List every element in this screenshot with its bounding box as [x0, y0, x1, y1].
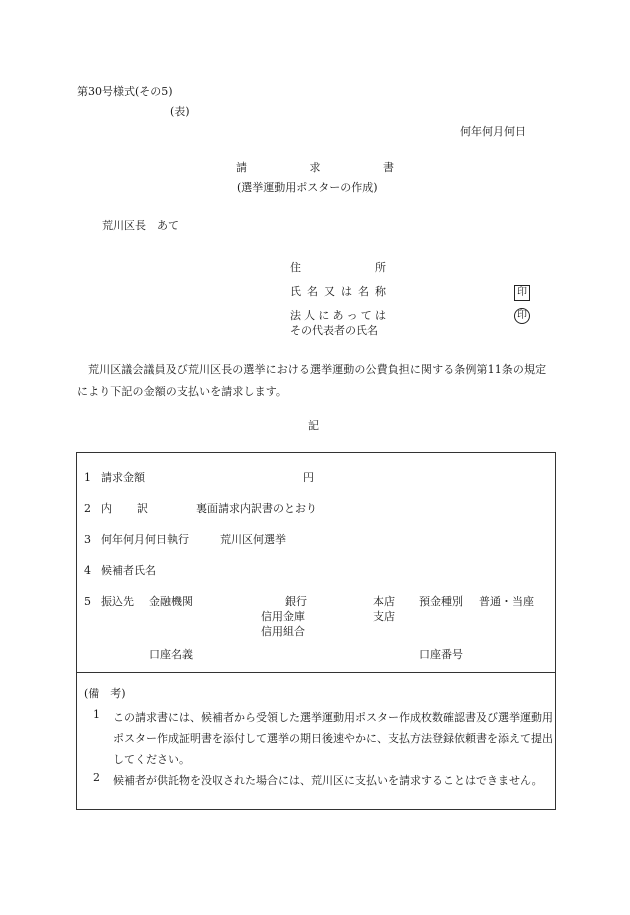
name-label: 氏 名 又 は 名 称: [290, 285, 386, 298]
document-title: [236, 160, 394, 177]
branch-type: 本店: [373, 595, 395, 608]
candidate-name-label: 候補者氏名: [101, 564, 156, 577]
breakdown-value: 裏面請求内訳書のとおり: [196, 502, 317, 515]
note-text: 候補者が供託物を没収された場合には、荒川区に支払いを請求することはできません。: [113, 774, 543, 787]
date-line: 何年何月何日: [460, 125, 526, 138]
bank-type: 信用金庫: [261, 610, 305, 623]
claim-details-box: [76, 452, 556, 810]
deposit-type-label: 預金種別: [419, 595, 463, 608]
notes-heading: (備 考): [84, 687, 126, 700]
note-text: この請求書には、候補者から受領した選挙運動用ポスター作成枚数確認書及び選挙運動用ポスター作成証明書を添付して選挙の期日後速やかに、支払方法登録依頼書を添えて提出してください。: [113, 711, 553, 766]
breakdown-label-a: 内: [101, 502, 112, 515]
account-number-label: 口座番号: [419, 648, 463, 661]
amount-unit: 円: [303, 471, 314, 484]
corporate-label-line1: 法 人 に あ っ て は: [290, 309, 386, 322]
ki-heading: 記: [308, 419, 319, 432]
breakdown-label-b: 訳: [137, 502, 148, 515]
note-number: 2: [93, 771, 100, 784]
title-char: 求: [309, 161, 321, 174]
item-number: 3: [84, 533, 91, 546]
bank-type: 銀行: [285, 595, 307, 608]
election-date-label: 何年何月何日執行: [101, 533, 189, 546]
title-char: 請: [236, 161, 247, 174]
account-name-label: 口座名義: [149, 648, 193, 661]
section-divider: [77, 672, 555, 673]
side-label: (表): [170, 105, 190, 118]
title-char: 書: [383, 161, 394, 174]
item-number: 5: [84, 595, 91, 608]
election-name: 荒川区何選挙: [220, 533, 286, 546]
recipient: 荒川区長 あて: [102, 219, 179, 232]
item-number: 1: [84, 471, 91, 484]
request-statement: 荒川区議会議員及び荒川区長の選挙における選挙運動の公費負担に関する条例第11条の規定により下記の金額の支払いを請求します。: [77, 363, 547, 398]
corporate-label-line2: その代表者の氏名: [290, 324, 378, 337]
note-number: 1: [93, 708, 100, 721]
institution-label: 金融機関: [149, 595, 193, 608]
item-number: 2: [84, 502, 91, 515]
bank-type: 信用組合: [261, 625, 305, 638]
address-label: 住 所: [290, 261, 386, 274]
seal-circle-icon: 印: [514, 308, 530, 324]
document-subtitle: (選挙運動用ポスターの作成): [237, 181, 378, 194]
seal-square-icon: 印: [514, 285, 530, 301]
transfer-label: 振込先: [101, 595, 134, 608]
form-number: 第30号様式(その5): [77, 85, 173, 98]
amount-label: 請求金額: [101, 471, 145, 484]
deposit-types: 普通・当座: [479, 595, 534, 608]
item-number: 4: [84, 564, 91, 577]
branch-type: 支店: [373, 610, 395, 623]
